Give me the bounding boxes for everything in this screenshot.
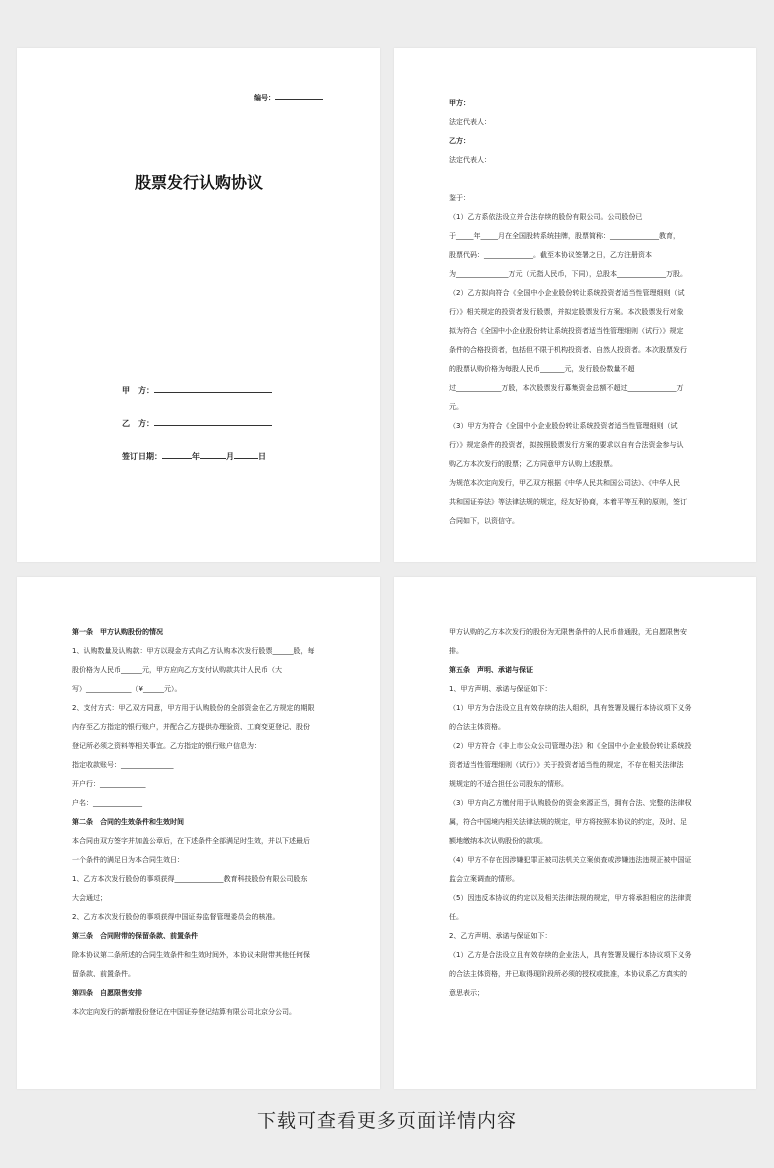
contract-number-label: 编号： xyxy=(254,94,275,102)
section-heading: 甲方： xyxy=(449,99,470,107)
section-heading: 第五条 声明、承诺与保证 xyxy=(449,666,533,674)
year-blank xyxy=(162,450,192,459)
body-text-line: （5）因违反本协议的约定以及相关法律法规的规定，甲方将承担相应的法律责 xyxy=(449,894,692,902)
body-text-line: 合同如下，以资信守。 xyxy=(449,517,519,525)
body-text-line: （1）乙方是合法设立且有效存续的企业法人，具有签署及履行本协议项下义务 xyxy=(449,951,692,959)
body-text-line: 排。 xyxy=(449,647,463,655)
body-text-line: 开户行：_____________ xyxy=(72,780,146,788)
document-title: 股票发行认购协议 xyxy=(135,173,264,192)
section-heading: 第一条 甲方认购股份的情况 xyxy=(72,628,163,636)
sign-date-line xyxy=(122,450,266,462)
page-3-body xyxy=(72,623,314,1022)
body-text-line: 2、乙方声明、承诺与保证如下： xyxy=(449,932,552,940)
body-text-line: 过_____________万股，本次股票发行募集资金总额不超过______________万 xyxy=(449,384,684,392)
body-text-line: 法定代表人： xyxy=(449,156,491,164)
body-text-line: 条件的合格投资者，包括但不限于机构投资者、自然人投资者。本次股票发行 xyxy=(449,346,687,354)
body-text-line: 股价格为人民币______元，甲方应向乙方支付认购款共计人民币（大 xyxy=(72,666,282,674)
body-text-line: 的合法主体资格，并已取得现阶段所必须的授权或批准，本协议系乙方真实的 xyxy=(449,970,687,978)
body-text-line: （2）乙方拟向符合《全国中小企业股份转让系统投资者适当性管理细则（试 xyxy=(449,289,685,297)
section-heading: 第四条 自愿限售安排 xyxy=(72,989,142,997)
body-text-line: 任。 xyxy=(449,913,463,921)
contract-number xyxy=(254,91,323,103)
body-text-line: 共和国证券法》等法律法规的规定，经友好协商，本着平等互利的原则，签订 xyxy=(449,498,687,506)
day-label: 日 xyxy=(258,452,266,461)
page-4-body xyxy=(449,623,691,1003)
contract-number-blank xyxy=(275,91,323,100)
year-label: 年 xyxy=(192,452,200,461)
body-text-line: 为规范本次定向发行，甲乙双方根据《中华人民共和国公司法》、《中华人民 xyxy=(449,479,680,487)
body-text-line: 2、乙方本次发行股份的事项获得中国证券监督管理委员会的核准。 xyxy=(72,913,280,921)
month-label: 月 xyxy=(226,452,234,461)
body-text-line: 股票代码：______________。截至本协议签署之日，乙方注册资本 xyxy=(449,251,652,259)
body-text-line: 写）_____________（¥______元）。 xyxy=(72,685,182,693)
body-text-line: 内存至乙方指定的银行账户，并配合乙方提供办理验资、工商变更登记、股份 xyxy=(72,723,310,731)
body-text-line: 留条款、前置条件。 xyxy=(72,970,135,978)
body-text-line: 于_____年_____月在全国股转系统挂牌，股票简称：______________教育， xyxy=(449,232,680,240)
section-heading: 第三条 合同附带的保留条款、前置条件 xyxy=(72,932,198,940)
party-b-label: 乙 方： xyxy=(122,419,154,428)
body-text-line: 为_______________万元（元指人民币，下同），总股本______________万股。 xyxy=(449,270,687,278)
body-text-line: 行）》规定条件的投资者，拟按照股票发行方案的要求以自有合法资金参与认 xyxy=(449,441,684,449)
body-text-line: （3）甲方向乙方缴付用于认购股份的资金来源正当，拥有合法、完整的法律权 xyxy=(449,799,692,807)
body-text-line: 意思表示； xyxy=(449,989,484,997)
body-text-line: 额地缴纳本次认购股份的款项。 xyxy=(449,837,547,845)
body-text-line: 大会通过； xyxy=(72,894,107,902)
body-text-line: 1、乙方本次发行股份的事项获得______________教育科技股份有限公司股东 xyxy=(72,875,308,883)
body-text-line: 甲方认购的乙方本次发行的股份为无限售条件的人民币普通股，无自愿限售安 xyxy=(449,628,687,636)
document-page-3 xyxy=(17,577,380,1089)
party-b-line xyxy=(122,417,272,429)
body-text-line: 本合同由双方签字并加盖公章后，在下述条件全部满足时生效，并以下述最后 xyxy=(72,837,310,845)
body-text-line: （3）甲方为符合《全国中小企业股份转让系统投资者适当性管理细则（试 xyxy=(449,422,678,430)
document-page-4 xyxy=(394,577,756,1089)
party-a-label: 甲 方： xyxy=(122,386,154,395)
body-text-line: （4）甲方不存在因涉嫌犯罪正被司法机关立案侦查或涉嫌违法违规正被中国证 xyxy=(449,856,692,864)
body-text-line: 除本协议第二条所述的合同生效条件和生效时间外，本协议未附带其他任何保 xyxy=(72,951,310,959)
document-page-2 xyxy=(394,48,756,562)
page-2-body xyxy=(449,94,687,531)
body-text-line: 一个条件的满足日为本合同生效日： xyxy=(72,856,184,864)
body-text-line: （2）甲方符合《非上市公众公司管理办法》和《全国中小企业股份转让系统投 xyxy=(449,742,692,750)
body-text-line: 法定代表人： xyxy=(449,118,491,126)
section-heading: 第二条 合同的生效条件和生效时间 xyxy=(72,818,184,826)
body-text-line: 1、甲方声明、承诺与保证如下： xyxy=(449,685,552,693)
download-more-caption: 下载可查看更多页面详情内容 xyxy=(256,1110,517,1132)
body-text-line: （1）甲方为合法设立且有效存续的法人组织，具有签署及履行本协议项下义务 xyxy=(449,704,692,712)
body-text-line: 行）》相关规定的投资者发行股票，并拟定股票发行方案。本次股票发行对象 xyxy=(449,308,684,316)
body-text-line: 2、支付方式：甲乙双方同意，甲方用于认购股份的全部资金在乙方规定的期限 xyxy=(72,704,315,712)
body-text-line: 拟为符合《全国中小企业股份转让系统投资者适当性管理细则（试行）》规定 xyxy=(449,327,684,335)
body-text-line: 规规定的不适合担任公司股东的情形。 xyxy=(449,780,568,788)
body-text-line: 的合法主体资格。 xyxy=(449,723,505,731)
party-a-line xyxy=(122,384,272,396)
day-blank xyxy=(234,450,258,459)
body-text-line: 的股票认购价格为每股人民币_______元，发行股份数量不超 xyxy=(449,365,635,373)
sign-date-label: 签订日期： xyxy=(122,452,162,461)
body-text-line: 鉴于： xyxy=(449,194,470,202)
body-text-line: 1、认购数量及认购款：甲方以现金方式向乙方认购本次发行股票______股，每 xyxy=(72,647,315,655)
body-text-line xyxy=(449,170,687,189)
month-blank xyxy=(200,450,226,459)
body-text-line: 指定收款账号：_______________ xyxy=(72,761,174,769)
body-text-line: 户名：______________ xyxy=(72,799,142,807)
party-b-blank xyxy=(154,417,272,426)
party-a-blank xyxy=(154,384,272,393)
document-page-cover xyxy=(17,48,380,562)
body-text-line: 元。 xyxy=(449,403,463,411)
body-text-line: 资者适当性管理细则（试行）》关于投资者适当性的规定，不存在相关法律法 xyxy=(449,761,684,769)
body-text-line: 本次定向发行的新增股份登记在中国证券登记结算有限公司北京分公司。 xyxy=(72,1008,296,1016)
body-text-line: 属，符合中国境内相关法律法规的规定，甲方将按照本协议的约定，及时、足 xyxy=(449,818,687,826)
body-text-line: 监会立案调查的情形。 xyxy=(449,875,519,883)
body-text-line: （1）乙方系依法设立并合法存续的股份有限公司。公司股份已 xyxy=(449,213,643,221)
section-heading: 乙方： xyxy=(449,137,470,145)
body-text-line: 登记所必须之资料等相关事宜。乙方指定的银行账户信息为： xyxy=(72,742,261,750)
body-text-line: 购乙方本次发行的股票；乙方同意甲方认购上述股票。 xyxy=(449,460,617,468)
